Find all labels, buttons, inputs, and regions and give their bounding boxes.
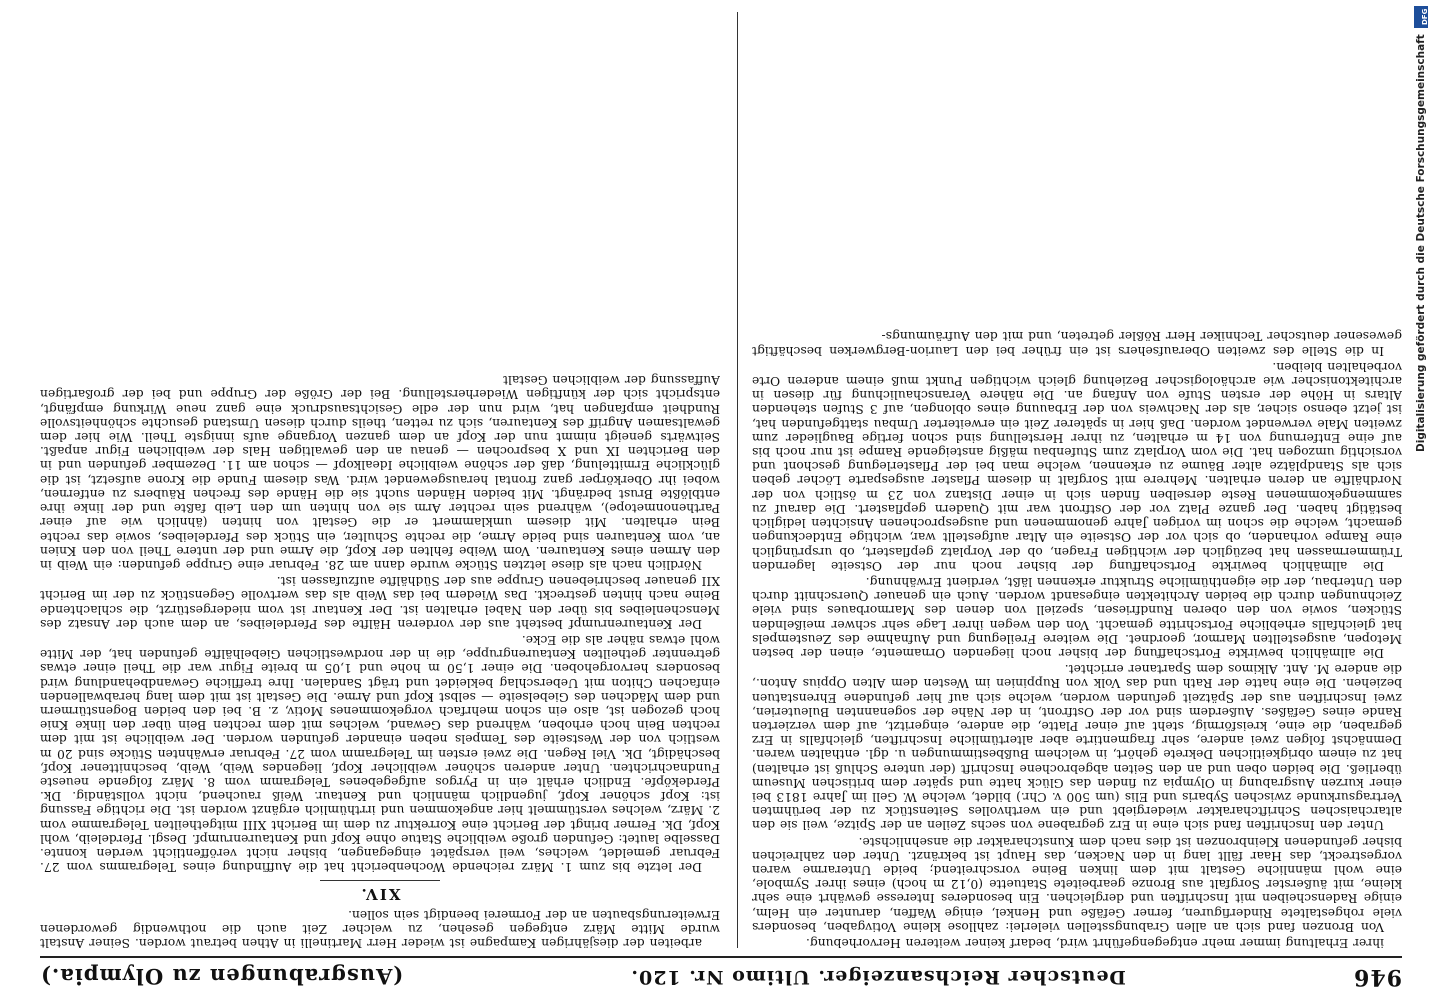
page-number: 946 xyxy=(1353,964,1402,990)
paragraph: Von Bronzen fand sich an allen Grabungsstellen vielerlei: zahllose kleine Votivgaben, besonders viele rohgestaltete Rinderfiguren, ferner Gefäße und Henkel, einige Waffen, darunter ein Helm, einige Radenscheiben mit Inschriften und dergleichen. Ein besonderes Interesse gewährt eine sehr kleine, mit äußerster Sorgfalt aus Bronze gearbeitete Statuette (0,12 m hoch) eines ihrer Symbole, eine wohl männliche Gestalt mit dem linken Beine vorschreitend; beide Unterarme waren vorgestreckt, das Haar fällt lang in den Nacken, das Haupt ist bekränzt. Unter den zahlreichen bisher gefundenen Kleinbronzen ist dies nach dem Kunstcharakter die ansehnlichste. xyxy=(752,834,1402,934)
column-divider xyxy=(737,12,738,948)
paragraph: In die Stelle des zweiten Oberaufsehers ist ein früher bei den Laurion-Bergwerken beschäftigt gewesener deutscher Techniker Herr Rößler getreten, und mit den Aufräumungs- xyxy=(752,329,1402,358)
digitization-note xyxy=(1412,6,1430,996)
section-number: XIV. xyxy=(359,885,401,904)
paragraph: Nördlich nach als diese letzten Stücke wurde dann am 28. Februar eine Gruppe gefunden: ein Weib in den Armen eines Kentauren. Vom Weibe fehlten der Kopf, die Arme und der untere Theil von den Knien an, vom Kentauren sind beide Arme, die rechte Schulter, ein Stück des Pferdeleibes, sowie das rechte Bein erhalten. Mit diesem umklammert er die Gestalt von hinten (ähnlich wie auf einer Parthenonmetope), während sein rechter Arm sie von hinten um den Leib faßte und der linke ihre entblößte Brust bedrängt. Mit beiden Händen sucht sie die Hände des frechen Räubers zu entfernen, wobei ihr Oberkörper ganz frontal herausgewendet wird. Was diesem Funde die Krone aufsetzt, ist die glückliche Ermittelung, daß der schöne weibliche Idealkopf — schon am 11. Dezember gefunden und in den Berichten IX und X besprochen — genau an den gewaltigen Hals der weiblichen Figur anpaßt. Seitwärts geneigt nimmt nun der Kopf an dem ganzen Vorgange aufs innigste Theil. Wie hier dem gewaltsamen Angriff des Kentauren, sich zu retten, theils durch diesen Umstand gesuchte schönheitsvolle Rundheit empfangen hat, wird nun der edle Gesichtsausdruck eine ganz neue Wirkung empfängt, entspricht sich der künftigen Wiederherstellung. Bei der Größe der Gruppe und bei der großartigen Auffassung der weiblichen Gestalt xyxy=(40,373,720,572)
paragraph: Unter den Inschriften fand sich eine in Erz gegrabene von sechs Zeilen an der Spitze, weil sie den altarchaischen Schriftcharakter wiedergiebt und ein werthvolles Seitenstück zu der berühmten Vertragsurkunde zwischen Sybaris und Elis (um 500 v. Chr.) bildet, welche W. Gell im Jahre 1813 bei einer kurzen Ausgrabung in Olympia zu finden das Glück hatte und später dem britischen Museum überließ. Die beiden oben und an den Seiten abgebrochene Inschrift (der untere Schluß ist erhalten) hat zu einem obrigkeitlichen Dekrete gehört, in welchem Bußbestimmungen u. dgl. enthalten waren. Demnächst folgen zwei andere, sehr fragmentirte aber altertümliche Inschriften, gleichfalls in Erz gegraben, die eine, kreisförmig, steht auf einer Platte, die andere, eingeritzt, auf dem verzierten Rande eines Gefäßes. Außerdem sind vor der Ostfront, in der Nähe der sogenannten Buleuterien, zwei Inschriften aus der Spätzeit gefunden worden, welche sich auf hier gefundene Ehrenstatuen beziehen. Die eine hatte der Rath und das Volk von Ruppinien im Westen dem Alten Oppius Anton., die andere M. Ant. Alkimos dem Spartaner errichtet. xyxy=(752,662,1402,833)
journal-title: Deutscher Reichsanzeiger. Ultimo Nr. 120. xyxy=(630,966,1126,988)
paragraph: Der letzte bis zum 1. März reichende Wochenbericht hat die Auffindung eines Telegramms vom 27. Februar gemeldet, welches, weil verspätet eingegangen, bisher nicht veröffentlicht werden konnte. Dasselbe lautet: Gefunden große weibliche Statue ohne Kopf und Kentaurenrumpf. Desgl. Pferdeleib, wohl Kopf, Dk. Ferner bringt der Bericht eine Korrektur zu dem im Bericht XIII mitgetheilten Telegramme vom 2. März, welches verstümmelt hier angekommen und irrthümlich ergänzt worden ist. Die richtige Fassung ist: Kopf schöner Kopf, jugendlich männlich und Kentaur. Weiß rauchend, nicht vollständig. Dk. Pferdeköpfe. Endlich erhält ein in Pyrgos aufgegebenes Telegramm vom 8. März folgende neueste Fundnachrichten. Unter anderen schöner weiblicher Kopf, liegendes Weib, Weib, beschnittener Kopf, beschädigt, Dk. Viel Regen. Die zwei ersten im Telegramm vom 27. Februar erwähnten Stücke sind 20 m westlich von der Westseite des Tempels neben einander gefunden worden. Der weibliche ist mit dem rechten Bein hoch erhoben, während das Gewand, welches mit dem rechten Bein über den linke Knie hoch gezogen ist, also ein schon mehrfach vorgekommenes Motiv, z. B. bei den beiden Bogenstürmern und dem Mädchen des Giebelseite — selbst Kopf und Arme. Die Gestalt ist mit dem lang herabwallenden einfachen Chiton mit Ueberschlag bekleidet und trägt Sandalen. Ihre treffliche Gewandbehandlung wird besonders hervorgehoben. Die einer 1,50 m hohe und 1,05 m breite Figur war die Theil einer etwas getrennter getheilten Kentaurengruppe, die in der nordwestlichen Giebelhälfte gefunden hat, der Mitte wohl etwas näher als die Ecke. xyxy=(40,632,720,875)
dfg-logo: DFG xyxy=(1414,6,1428,28)
digitization-text: Digitalisierung gefördert durch die Deutsche Forschungsgemeinschaft xyxy=(1415,34,1427,452)
paragraph: ihrer Erhaltung immer mehr entgegengeführt wird, bedarf keiner weiteren Hervorhebung. xyxy=(805,936,1384,950)
paragraph: Die allmählich bewirkte Fortschaffung der bisher noch nur der Ostseite lagernden Trümmermassen hat bezüglich der wichtigen Fragen, ob der Vorplatz gepflastert, ob ursprünglich eine Rampe vorhanden, ob sich vor der Ostseite ein Altar aufgestellt war, wichtige Entdeckungen gemacht, welche die schon im vorigen Jahre genommenen und ausgesprochenen Ansichten lediglich bestätigt haben. Der ganze Platz vor der Ostfront war mit Quadern gepflastert. Die darauf zu sammengekommenen Reste derselben finden sich in einer Distanz von 23 m östlich von der Nordhälfte an deren erhalten. Mehrere mit Sorgfalt in diesem Pflaster ausgesparte Löcher geben sich als Standplätze alter Bäume zu erkennen, welche man bei der Pflasterlegung geschont und vorsichtig umzogen hat. Die vom Vorplatz zum Stufenbau mäßig ansteigende Rampe ist nur noch bis auf eine Entfernung von 14 m erhalten, zu ihrer Herstellung sind schon fertige Bauglieder zum zweiten Male verwendet worden. Daß hier in späterer Zeit ein erweiterter Umbau stattgefunden hat, ist jetzt ebenso sicher, als der Nachweis von der Erbauung eines oblongen, auf 3 Stufen stehenden Altars in Höhe der ersten Stufe von Anfang an. Die nähere Veranschaulichung für diesen in architektonischer wie archäologischer Beziehung gleich wichtigen Punkt muß einem anderen Orte vorbehalten bleiben. xyxy=(752,359,1402,573)
section-title: (Ausgrabungen zu Olympia.) xyxy=(40,964,404,990)
paragraph: arbeiten der diesjährigen Kampagne ist wieder Herr Martinelli in Athen betraut worden. Seiner Anstalt wurde Mitte März entgegen gesehen, zu welcher Zeit auch die nothwendig gewordenen Erweiterungsbauten an der Formerei beendigt sein sollen. xyxy=(40,907,720,950)
header-rule xyxy=(40,956,1402,958)
paragraph: Der Kentaurenrumpf besteht aus der vorderen Hälfte des Pferdeleibes, an dem auch der Ansatz des Menschenleibes bis über den Nabel erhalten ist. Der Kentaur ist vom niedergestürzt, die schlachtende Beine nach hinten gestreckt. Das Wiedern bei das Weib als das wertvolle Gegenstück zu der im Bericht XII genauer beschriebenen Gruppe aus der Südhälfte aufzufassen ist. xyxy=(40,574,720,631)
left-column xyxy=(752,8,1402,950)
right-column xyxy=(40,8,720,950)
paragraph: Die allmählich bewirkte Fortschaffung der bisher noch liegenden Ornamente, einen der besten Metopen, ausgestellten Marmor, geordnet. Die weitere Freilegung und Aufnahme des Zeustempels hat gleichfalls erhebliche Fortschritte gemacht. Von den wegen ihrer Lage sehr schwer meißelnden Stücken, sowie von den oberen Rundfriesen, speziell von denen des Marmorbaues sind viele Zeichnungen durch die beiden Architekten eingesandt worden. Auch ein genauer Querschnitt durch den Unterbau, der die eigenthümliche Struktur erkennen läßt, verdient Erwähnung. xyxy=(752,574,1402,660)
section-rule xyxy=(320,880,440,881)
page-header xyxy=(40,960,1402,994)
